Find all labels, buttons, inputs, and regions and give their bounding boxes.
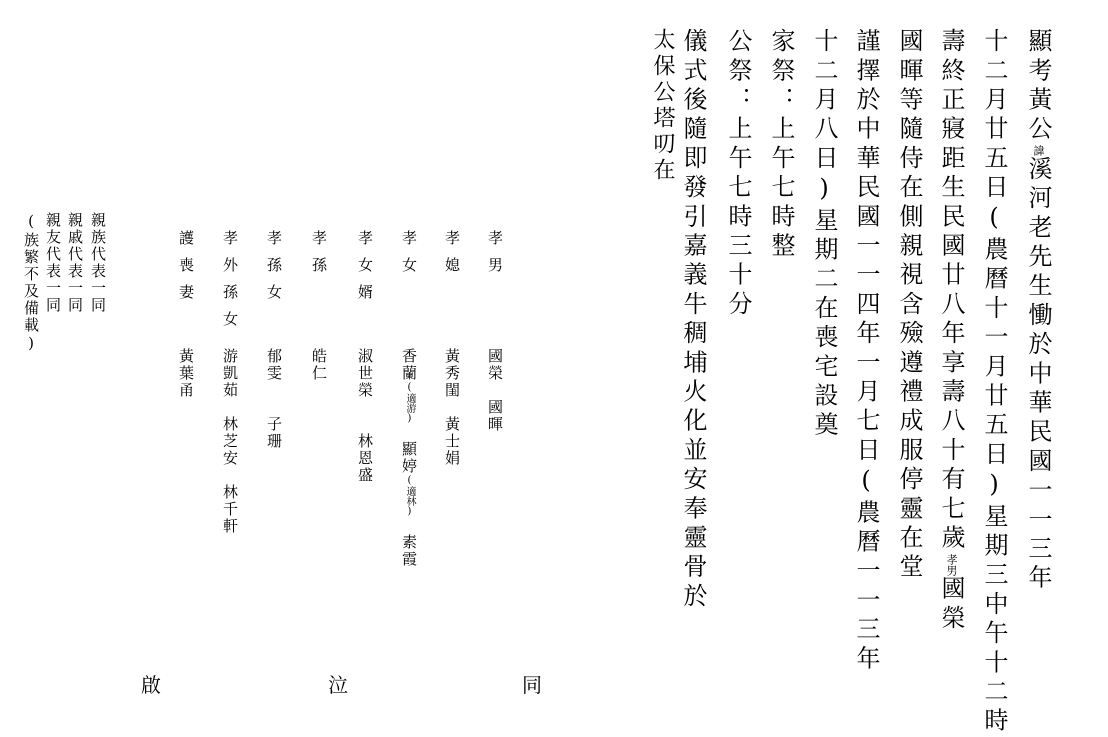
family-relation: 護喪妻 (177, 230, 195, 311)
signature-char: 泣 (328, 673, 348, 697)
representative-line: 親戚代表一同 (66, 212, 84, 314)
line-text: 儀式後隨即發引嘉義牛稠埔火化並安奉靈骨於 (679, 28, 707, 612)
family-relation: 孝媳 (443, 230, 461, 284)
family-relation: 孝女婿 (356, 230, 374, 311)
line-text: 公祭：上午七時三十分 (724, 28, 752, 320)
marriage-note: (適游) (404, 382, 415, 424)
family-relation: 孝孫女 (265, 230, 283, 311)
signature-char: 啟 (141, 673, 161, 697)
line-text: 溪河老先生慟於中華民國一一三年 (1024, 155, 1052, 594)
obituary-line (812, 28, 836, 441)
family-names: 國榮 國暉 (486, 348, 504, 433)
representative-line: (族繁不及備載) (22, 212, 40, 354)
obituary-line (1026, 28, 1050, 594)
family-relation: 孝孫 (310, 230, 328, 284)
obituary-line (769, 28, 793, 262)
family-names (401, 348, 416, 568)
obituary-line (939, 28, 963, 634)
line-text: 謹擇於中華民國一一四年一月七日(農曆一一三年 (852, 28, 880, 675)
person-name: 香蘭 (400, 348, 418, 382)
line-text: 家祭：上午七時整 (767, 28, 795, 262)
line-text: 十二月廿五日(農曆十一月廿五日)星期三中午十二時 (980, 28, 1008, 737)
line-text: 國暉等隨侍在側親視含殮遵禮成服停靈在堂 (895, 28, 923, 583)
inline-annotation: 孝男 (945, 553, 958, 576)
line-text: 顯考黃公 (1024, 28, 1052, 145)
marriage-note: (適林) (404, 475, 415, 517)
family-relation: 孝外孫女 (221, 230, 239, 338)
family-names: 黃秀閨 黃士娟 (443, 348, 461, 467)
place-name: 太保公塔 (650, 28, 675, 132)
family-names: 游凱茹 林芝安 林千軒 (221, 348, 239, 535)
obituary-line (854, 28, 878, 674)
signature-char: 同 (522, 673, 542, 697)
representative-line: 親友代表一同 (44, 212, 62, 314)
family-relation: 孝男 (486, 230, 504, 284)
family-names: 淑世榮 林恩盛 (356, 348, 374, 484)
obituary-line (897, 28, 921, 583)
inline-annotation: 諱 (1032, 144, 1045, 156)
place-suffix: 叨在 (650, 132, 675, 184)
obituary-line (726, 28, 750, 320)
representative-line: 親族代表一同 (89, 212, 107, 314)
family-names: 皓仁 (310, 348, 328, 382)
family-names: 黃葉甬 (177, 348, 195, 399)
person-name: 素霞 (400, 517, 418, 568)
line-text: 國榮 (937, 575, 965, 635)
family-names: 郁雯 子珊 (265, 348, 283, 450)
line-text: 壽終正寢距生民國廿八年享壽八十有七歲 (937, 28, 965, 554)
obituary-line (982, 28, 1006, 737)
line-text: 十二月八日)星期二在喪宅設奠 (810, 28, 838, 441)
person-name: 顯婷 (400, 424, 418, 475)
place-line (637, 28, 687, 184)
family-relation: 孝女 (400, 230, 418, 284)
